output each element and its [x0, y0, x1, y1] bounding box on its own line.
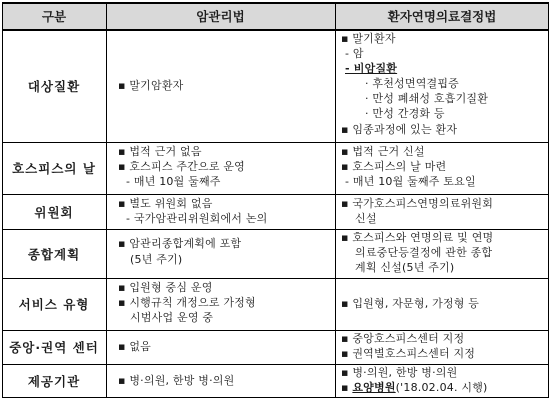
row-label-master-plan: 종합계획: [27, 246, 81, 262]
cell-text: ▪ 호스피스의 날 마련: [341, 160, 447, 173]
column-divider: [335, 2, 336, 398]
header-category: 구분: [2, 2, 106, 30]
cell-text: - 매년 10월 둘째주: [126, 175, 221, 188]
table-border-left: [2, 2, 3, 398]
cell-text: 계획 신설(5년 주기): [355, 261, 455, 274]
row-divider: [2, 278, 549, 279]
cell-text: 시범사업 운영 중: [130, 311, 214, 324]
cell-text: - 암: [345, 47, 364, 60]
row-label-provider: 제공기관: [27, 374, 81, 389]
cell-text: ▪ 입원형, 자문형, 가정형 등: [341, 297, 480, 310]
cell-text: 신설: [355, 212, 377, 225]
cell-text: (5년 주기): [130, 253, 183, 266]
cell-text: ▪ 병·의원, 한방 병·의원: [118, 374, 235, 387]
cell-text: ▪ 말기환자: [341, 32, 396, 45]
cell-text-emphasis: - 비암질환: [345, 62, 398, 75]
cell-text: - 국가암관리위원회에서 논의: [126, 212, 268, 225]
cell-text: ▪ 법적 근거 신설: [341, 145, 425, 158]
cell-text: ▪ 별도 위원회 없음: [118, 197, 213, 210]
comparison-table: [2, 2, 549, 398]
cell-text: ▪ 법적 근거 없음: [118, 145, 202, 158]
cell-text: ▪ 국가호스피스연명의료위원회: [341, 197, 494, 210]
cell-text: ▪ 암관리종합계획에 포함: [118, 237, 242, 250]
cell-text: - 매년 10월 둘째주 토요일: [345, 175, 476, 188]
row-divider: [2, 229, 549, 230]
header-life-sustaining-act: 환자연명의료결정법: [335, 2, 549, 30]
table-border-bottom: [2, 397, 549, 398]
cell-text: ▪ 병·의원, 한방 병·의원: [341, 366, 458, 379]
row-divider: [2, 364, 549, 365]
cell-text: 의료중단등결정에 관한 종합: [355, 246, 493, 259]
cell-text-emphasis: 요양병원: [352, 381, 396, 394]
row-divider: [2, 330, 549, 331]
cell-text: ▪ 호스피스와 연명의료 및 연명: [341, 231, 494, 244]
cell-text: ('18.02.04. 시행): [395, 381, 488, 394]
cell-text: ▪ 없음: [118, 340, 152, 353]
cell-text: · 만성 간경화 등: [365, 107, 445, 120]
cell-text: [341, 381, 488, 394]
column-divider: [106, 2, 107, 398]
cell-text: · 만성 폐쇄성 호흡기질환: [365, 92, 489, 105]
cell-text: ▪ 시행규칙 개정으로 가정형: [118, 296, 256, 309]
row-label-hospice-day: 호스피스의 날: [12, 161, 96, 176]
cell-text: ▪ 말기암환자: [118, 79, 184, 92]
row-divider: [2, 194, 549, 195]
row-label-committee: 위원회: [34, 204, 74, 220]
row-label-central-regional-center: 중앙·권역 센터: [9, 340, 99, 355]
cell-text: · 후천성면역결핍증: [365, 77, 460, 90]
cell-text: ▪ 중앙호스피스센터 지정: [341, 332, 465, 345]
bullet: ▪: [341, 381, 353, 394]
cell-text: ▪ 입원형 중심 운영: [118, 281, 213, 294]
header-divider: [2, 29, 549, 31]
header-cancer-act: 암관리법: [106, 2, 335, 30]
row-label-service-type: 서비스 유형: [18, 297, 90, 312]
row-divider: [2, 142, 549, 143]
table-border-right: [548, 2, 549, 398]
cell-text: ▪ 호스피스 주간으로 운영: [118, 160, 246, 173]
row-label-target-disease: 대상질환: [27, 79, 81, 94]
cell-text: ▪ 권역별호스피스센터 지정: [341, 347, 476, 360]
table-border-top: [2, 2, 549, 4]
cell-text: ▪ 임종과정에 있는 환자: [341, 123, 458, 136]
